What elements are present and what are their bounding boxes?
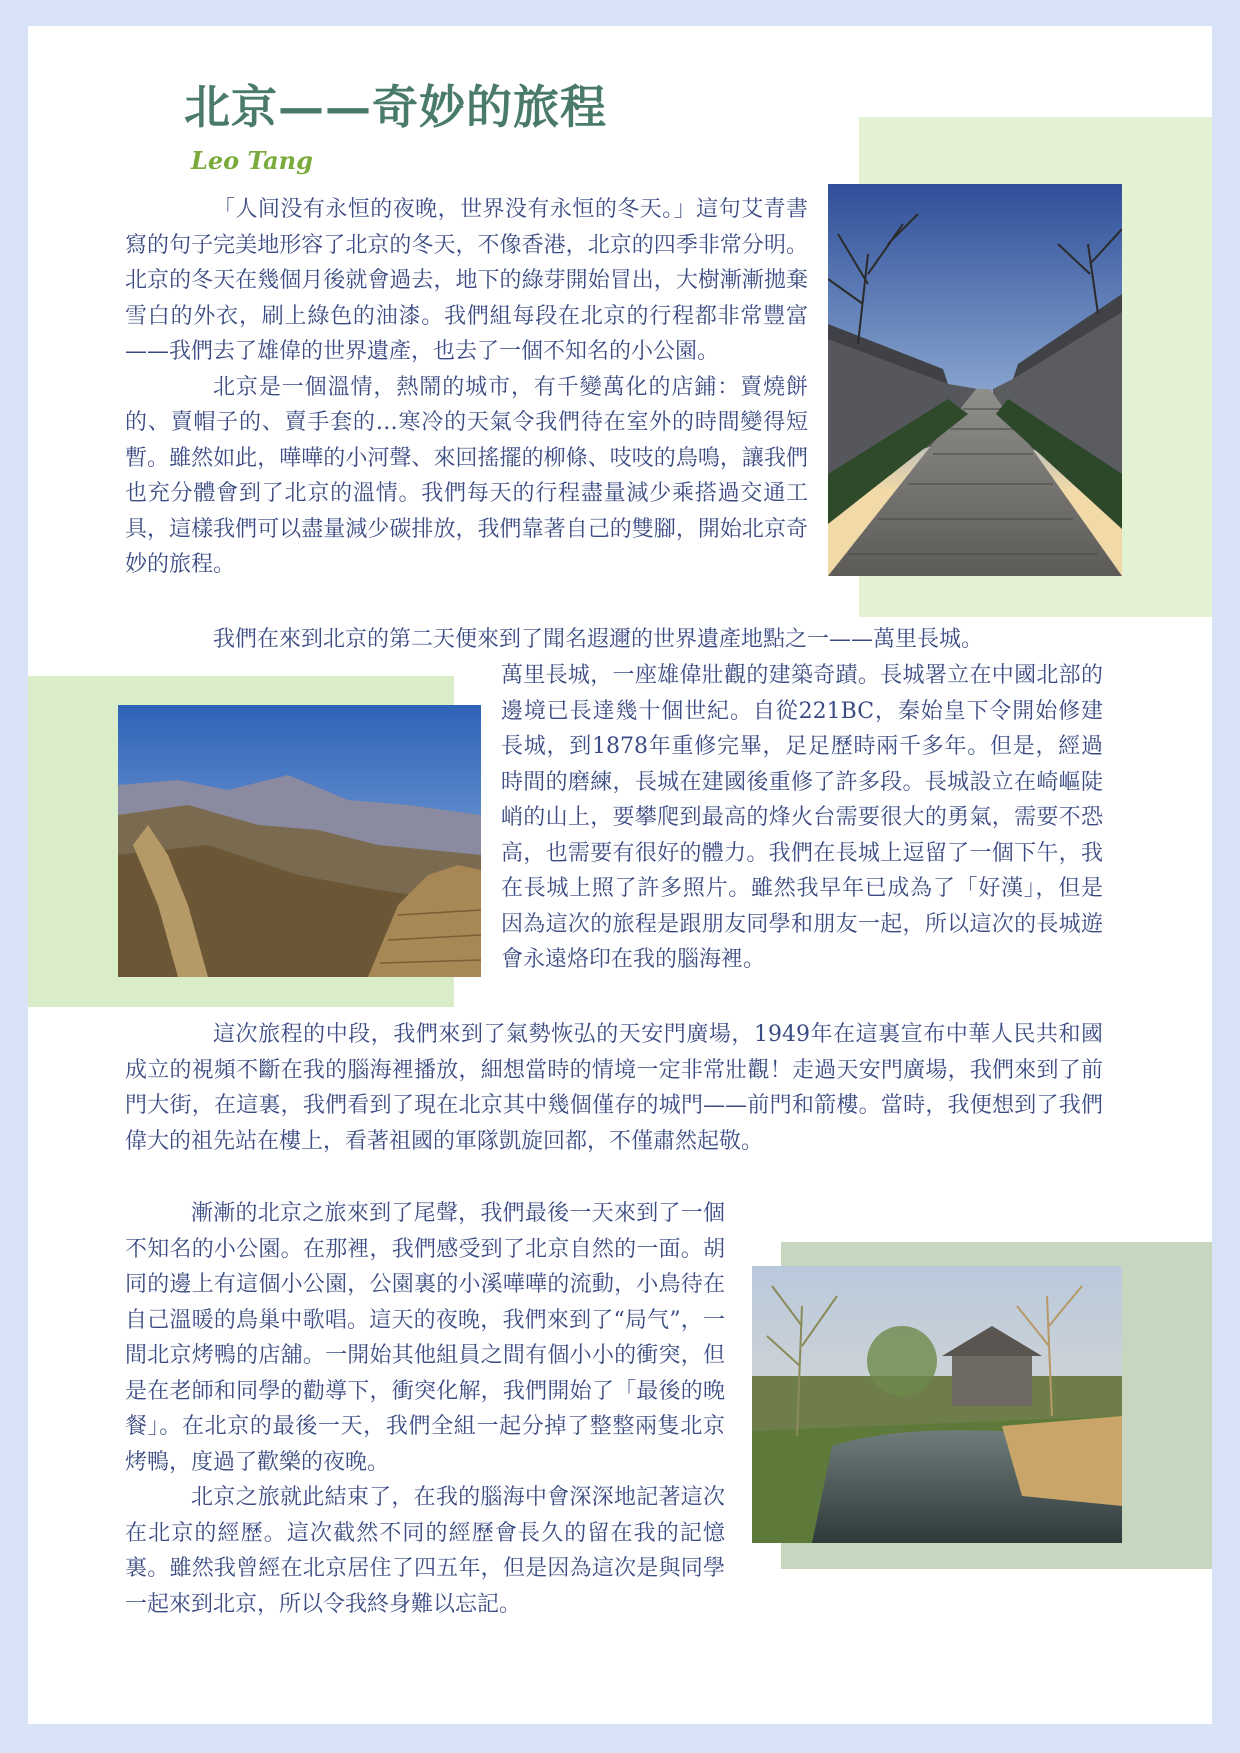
paragraph-3: 我們在來到北京的第二天便來到了聞名遐邇的世界遺產地點之一——萬里長城。 [213, 627, 984, 652]
great-wall-photo [118, 705, 481, 977]
hutong-lane-photo [828, 184, 1122, 576]
text-block-great-wall [501, 658, 1103, 978]
paragraph-1: 「人间没有永恒的夜晚，世界没有永恒的冬天。」這句艾青書寫的句子完美地形容了北京的冬天，不像香港，北京的四季非常分明。北京的冬天在幾個月後就會過去，地下的綠芽開始冒出，大樹漸漸拋棄雪白的外衣，刷上綠色的油漆。我們組每段在北京的行程都非常豐富——我們去了雄偉的世界遺產，也去了一個不知名的小公園。 [125, 197, 808, 364]
paragraph-5: 這次旅程的中段，我們來到了氣勢恢弘的天安門廣場，1949年在這裏宣布中華人民共和國成立的視頻不斷在我的腦海裡播放，細想當時的情境一定非常壯觀！走過天安門廣場，我們來到了前門大街，在這裏，我們看到了現在北京其中幾個僅存的城門——前門和箭樓。當時，我便想到了我們偉大的祖先站在樓上，看著祖國的軍隊凱旋回都，不僅肅然起敬。 [125, 1022, 1103, 1154]
paragraph-4: 萬里長城，一座雄偉壯觀的建築奇蹟。長城署立在中國北部的邊境已長達幾十個世紀。自從221BC，秦始皇下令開始修建長城，到1878年重修完畢，足足歷時兩千多年。但是，經過時間的磨練，長城在建國後重修了許多段。長城設立在崎嶇陡峭的山上，要攀爬到最高的烽火台需要很大的勇氣，需要不恐高，也需要有很好的體力。我們在長城上逗留了一個下午，我在長城上照了許多照片。雖然我早年已成為了「好漢」，但是因為這次的旅程是跟朋友同學和朋友一起，所以這次的長城遊會永遠烙印在我的腦海裡。 [501, 663, 1103, 972]
author-name: Leo Tang [191, 146, 313, 175]
text-block-park [125, 1196, 725, 1622]
text-block-tiananmen [125, 1017, 1103, 1159]
paragraph-2: 北京是一個溫情，熱鬧的城市，有千變萬化的店鋪：賣燒餅的、賣帽子的、賣手套的…寒冷的天氣令我們待在室外的時間變得短暫。雖然如此，嘩嘩的小河聲、來回搖擺的柳條、吱吱的鳥鳴，讓我們也充分體會到了北京的溫情。我們每天的行程盡量減少乘搭過交通工具，這樣我們可以盡量減少碳排放，我們靠著自己的雙腳，開始北京奇妙的旅程。 [125, 374, 808, 577]
text-block-intro [125, 192, 808, 583]
page-title: 北京——奇妙的旅程 [184, 80, 607, 134]
park-photo [752, 1266, 1122, 1543]
text-block-great-wall-intro [125, 622, 1103, 658]
paragraph-7: 北京之旅就此結束了，在我的腦海中會深深地記著這次在北京的經歷。這次截然不同的經歷會長久的留在我的記憶裏。雖然我曾經在北京居住了四五年，但是因為這次是與同學一起來到北京，所以令我終身難以忘記。 [125, 1485, 725, 1617]
page [28, 26, 1212, 1724]
paragraph-6: 漸漸的北京之旅來到了尾聲，我們最後一天來到了一個不知名的小公園。在那裡，我們感受到了北京自然的一面。胡同的邊上有這個小公園，公園裏的小溪嘩嘩的流動，小鳥待在自己溫暖的鳥巢中歌唱。這天的夜晚，我們來到了“局气”，一間北京烤鴨的店舖。一開始其他組員之間有個小小的衝突，但是在老師和同學的勸導下，衝突化解，我們開始了「最後的晚餐」。在北京的最後一天，我們全組一起分掉了整整兩隻北京烤鴨，度過了歡樂的夜晚。 [125, 1201, 725, 1475]
